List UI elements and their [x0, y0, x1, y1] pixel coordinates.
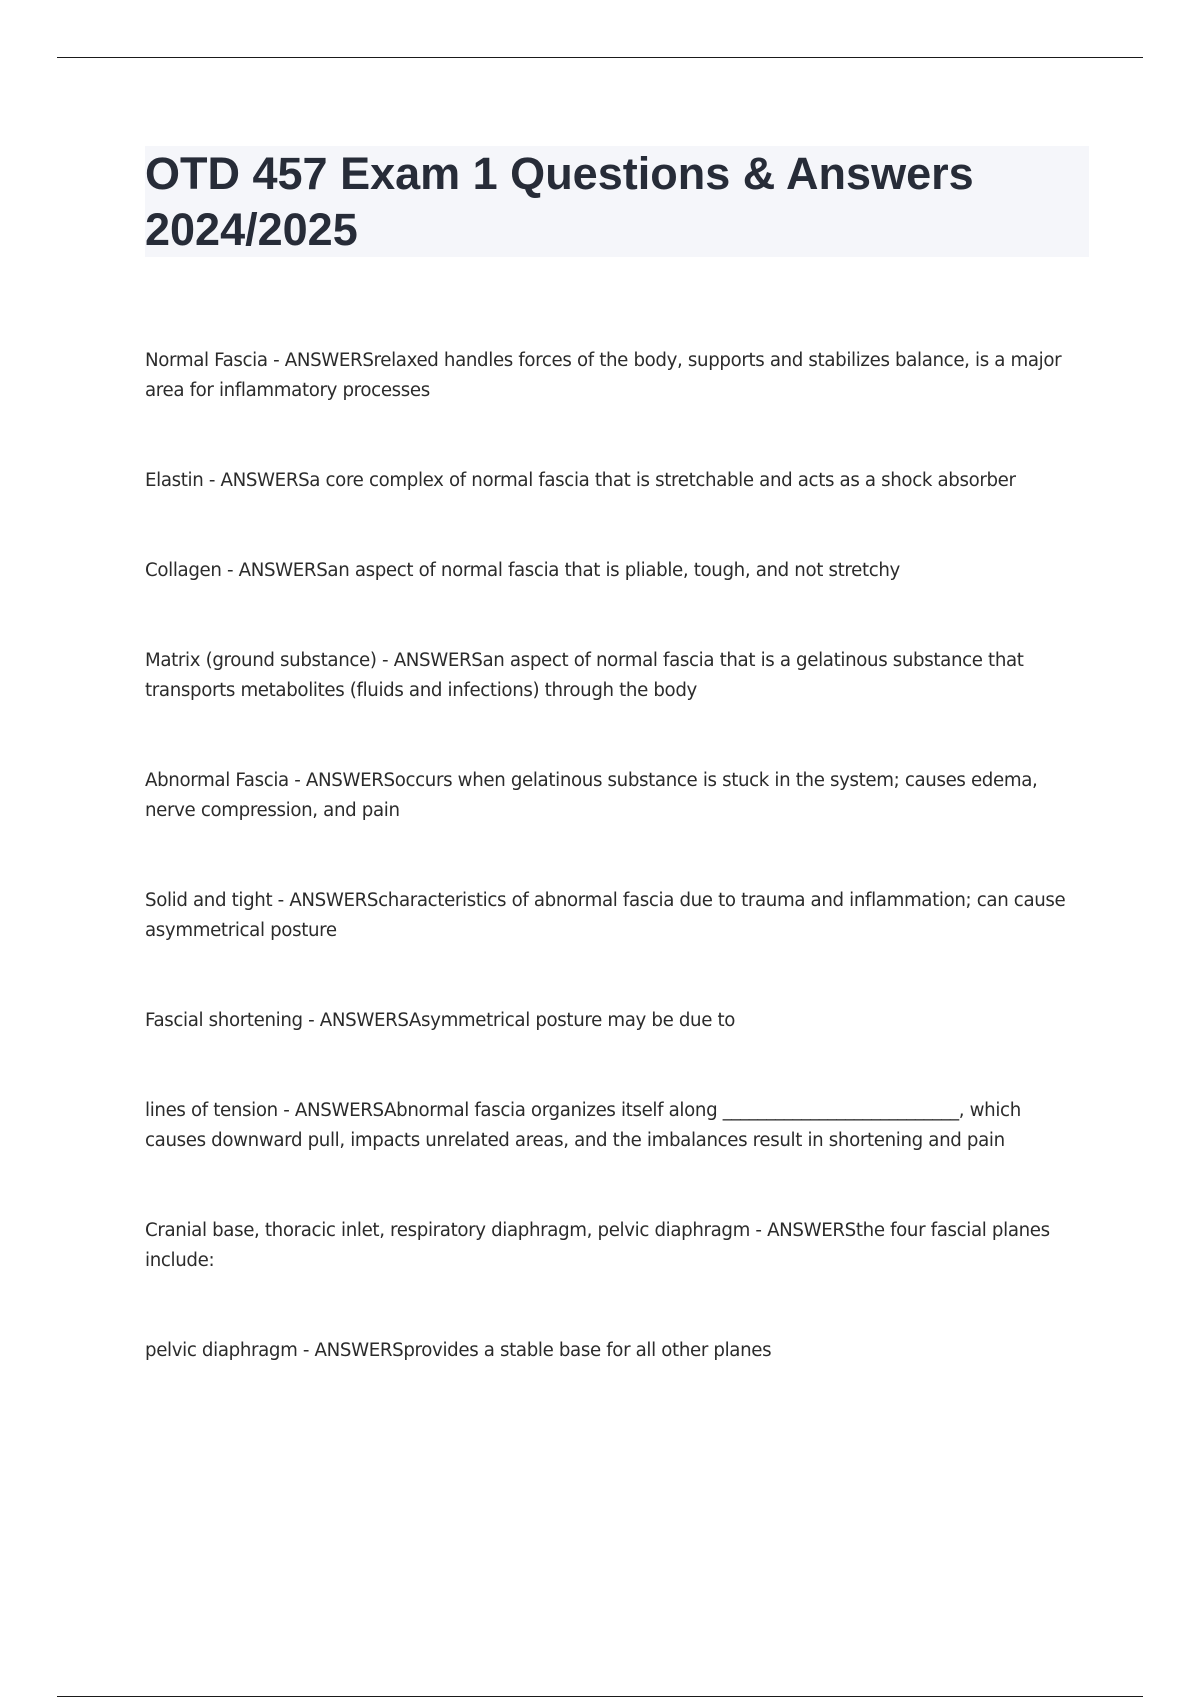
qa-item: Collagen - ANSWERSan aspect of normal fascia that is pliable, tough, and not stretchy	[145, 560, 900, 581]
bottom-rule	[57, 1696, 1143, 1697]
qa-item: Matrix (ground substance) - ANSWERSan aspect of normal fascia that is a gelatinous substance that transports metabolites (fluids and infections) through the body	[145, 650, 1024, 701]
qa-item: Fascial shortening - ANSWERSAsymmetrical posture may be due to	[145, 1010, 736, 1031]
qa-item: Normal Fascia - ANSWERSrelaxed handles forces of the body, supports and stabilizes balance, is a major area for inflammatory processes	[145, 350, 1062, 401]
top-rule	[57, 57, 1143, 58]
qa-item: Abnormal Fascia - ANSWERSoccurs when gelatinous substance is stuck in the system; causes edema, nerve compression, and pain	[145, 770, 1038, 821]
qa-item: Solid and tight - ANSWERScharacteristics of abnormal fascia due to trauma and inflammation; can cause asymmetrical posture	[145, 890, 1066, 941]
qa-item: lines of tension - ANSWERSAbnormal fascia organizes itself along ___________________________, which causes downward pull, impacts unrelated areas, and the imbalances result in shortening and pain	[145, 1100, 1021, 1151]
qa-item: pelvic diaphragm - ANSWERSprovides a stable base for all other planes	[145, 1340, 772, 1361]
qa-item: Elastin - ANSWERSa core complex of normal fascia that is stretchable and acts as a shock absorber	[145, 470, 1016, 491]
qa-list	[145, 346, 1085, 1366]
document-title: OTD 457 Exam 1 Questions & Answers 2024/2025	[145, 148, 974, 255]
title-block	[145, 146, 1089, 257]
qa-item: Cranial base, thoracic inlet, respiratory diaphragm, pelvic diaphragm - ANSWERSthe four fascial planes include:	[145, 1220, 1050, 1271]
